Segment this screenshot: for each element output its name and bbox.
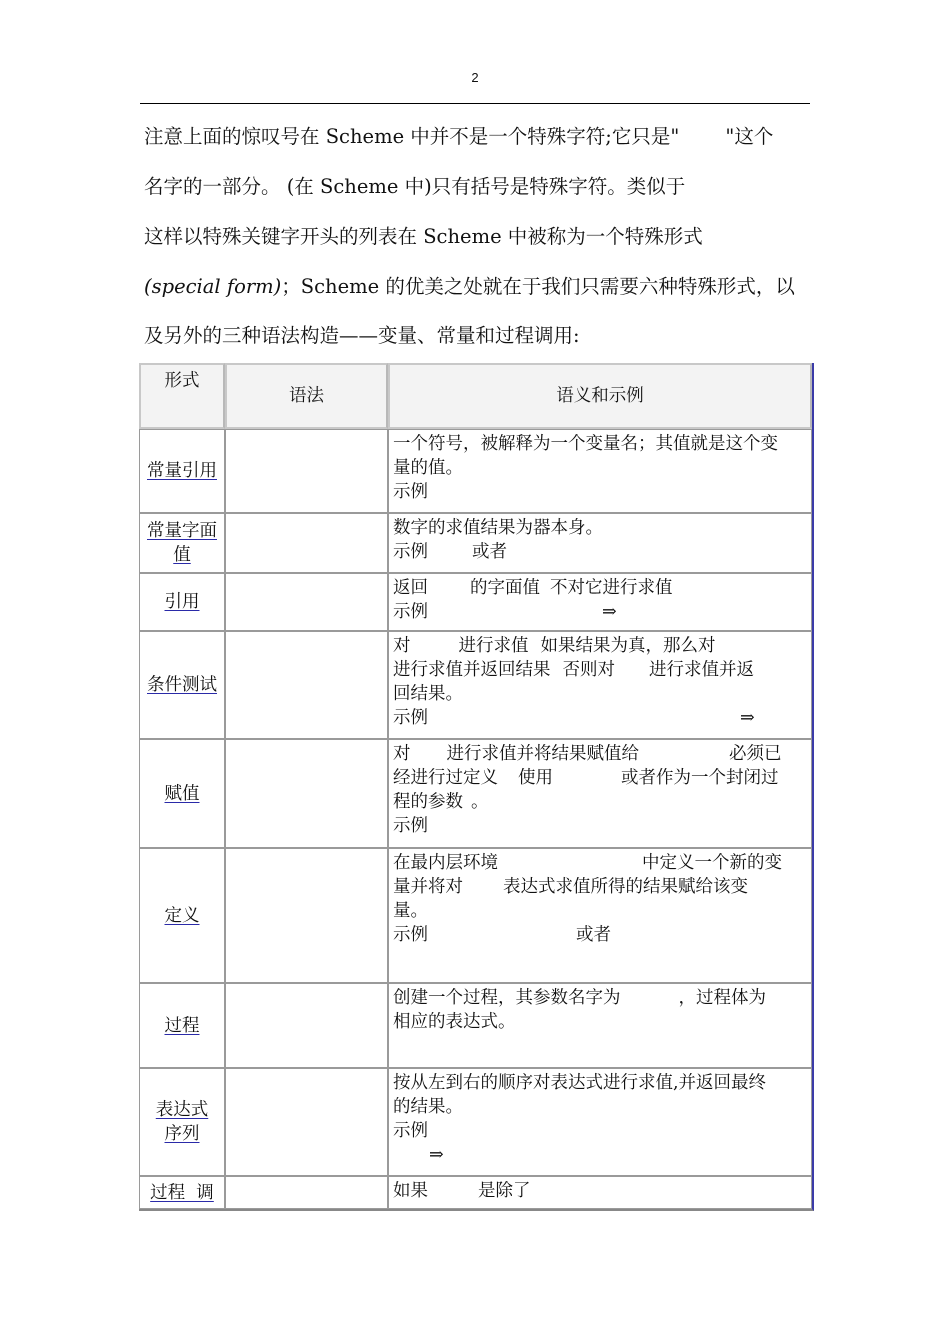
desc-text: 否则对 xyxy=(562,660,615,680)
desc-text: 进行求值并返 xyxy=(649,660,754,680)
desc-text: 的字面值 xyxy=(470,578,540,598)
form-link-conditional[interactable]: 条件测试 xyxy=(147,675,217,695)
intro-line-4 xyxy=(144,274,814,299)
table-row xyxy=(139,983,812,1068)
intro-line-1-a: 注意上面的惊叹号在 Scheme 中并不是一个特殊字符;它只是" xyxy=(144,125,680,148)
intro-line-1-b: "这个 xyxy=(725,125,774,148)
form-cell xyxy=(139,848,225,983)
desc-line xyxy=(393,1143,811,1167)
table-row xyxy=(139,631,812,739)
semantics-cell xyxy=(388,739,812,848)
desc-text: 创建一个过程，其参数名字为 xyxy=(393,988,621,1008)
desc-line xyxy=(393,634,811,658)
desc-line: 示例 xyxy=(393,482,428,502)
form-cell xyxy=(139,573,225,631)
intro-line-1 xyxy=(144,124,814,149)
table-row xyxy=(139,739,812,848)
desc-line xyxy=(393,600,811,624)
form-link-definition[interactable]: 定义 xyxy=(164,905,200,926)
desc-line xyxy=(393,540,811,564)
form-cell xyxy=(139,983,225,1068)
form-link-constant-literal-2[interactable]: 值 xyxy=(173,545,191,565)
syntax-cell xyxy=(225,1176,388,1209)
desc-line xyxy=(393,923,811,947)
form-link-assignment[interactable]: 赋值 xyxy=(164,783,200,804)
desc-line xyxy=(393,706,811,730)
desc-text: 在最内层环境 xyxy=(393,853,498,873)
syntax-cell xyxy=(225,429,388,513)
form-cell xyxy=(139,1176,225,1209)
desc-text: 示例 xyxy=(393,542,428,562)
desc-text: 示例 xyxy=(393,925,428,945)
syntax-cell xyxy=(225,631,388,739)
special-forms-table xyxy=(139,363,814,1211)
form-cell xyxy=(139,631,225,739)
desc-text: 。 xyxy=(471,792,489,812)
desc-text: 示例 xyxy=(393,708,428,728)
desc-line: 示例 xyxy=(393,816,428,836)
table-header-row xyxy=(139,363,812,429)
special-form-term: (special form) xyxy=(144,275,282,298)
header-semantics: 语义和示例 xyxy=(388,363,812,429)
intro-line-5: 及另外的三种语法构造——变量、常量和过程调用: xyxy=(144,324,580,347)
desc-text: 或者作为一个封闭过 xyxy=(621,768,779,788)
desc-text: 表达式求值所得的结果赋给该变 xyxy=(503,877,748,897)
syntax-cell xyxy=(225,848,388,983)
syntax-cell xyxy=(225,513,388,573)
semantics-cell xyxy=(388,513,812,573)
form-link-procedure-call[interactable]: 过程 调 xyxy=(150,1182,214,1203)
syntax-cell xyxy=(225,739,388,848)
desc-text: 量并将对 xyxy=(393,877,463,897)
desc-text: 程的参数 xyxy=(393,792,463,812)
desc-text: 使用 xyxy=(518,768,553,788)
desc-line xyxy=(393,875,811,899)
intro-line-2: 名字的一部分。 (在 Scheme 中)只有括号是特殊字符。类似于 xyxy=(144,175,686,198)
desc-line: 相应的表达式。 xyxy=(393,1012,516,1032)
table-row xyxy=(139,429,812,513)
desc-line: 按从左到右的顺序对表达式进行求值,并返回最终 xyxy=(393,1073,767,1093)
implies-symbol: ⇒ xyxy=(429,1145,444,1165)
desc-text: 如果 xyxy=(393,1181,428,1201)
semantics-cell xyxy=(388,848,812,983)
desc-text: 进行求值并将结果赋值给 xyxy=(446,744,639,764)
desc-line: 示例 xyxy=(393,1121,428,1141)
desc-line xyxy=(393,1179,811,1203)
desc-line xyxy=(393,986,811,1010)
semantics-cell xyxy=(388,573,812,631)
implies-symbol: ⇒ xyxy=(602,602,617,622)
desc-text: 或者 xyxy=(472,542,507,562)
semantics-cell xyxy=(388,983,812,1068)
desc-text: ，过程体为 xyxy=(678,988,766,1008)
desc-line xyxy=(393,742,811,766)
intro-line-3: 这样以特殊关键字开头的列表在 Scheme 中被称为一个特殊形式 xyxy=(144,225,703,248)
semantics-cell xyxy=(388,1068,812,1176)
desc-line xyxy=(393,576,811,600)
desc-line: 一个符号，被解释为一个变量名；其值就是这个变 xyxy=(393,434,778,454)
intro-line-4-rest: ；Scheme 的优美之处就在于我们只需要六种特殊形式，以 xyxy=(281,275,795,298)
desc-line: 量的值。 xyxy=(393,458,463,478)
form-link-sequence-2[interactable]: 序列 xyxy=(164,1124,200,1144)
desc-line xyxy=(393,658,811,682)
desc-text: 中定义一个新的变 xyxy=(642,853,782,873)
desc-line: 数字的求值结果为器本身。 xyxy=(393,518,603,538)
syntax-cell xyxy=(225,983,388,1068)
syntax-cell xyxy=(225,573,388,631)
desc-line xyxy=(393,766,811,790)
table-row xyxy=(139,513,812,573)
desc-line: 的结果。 xyxy=(393,1097,463,1117)
page-number: 2 xyxy=(471,70,479,85)
semantics-cell xyxy=(388,429,812,513)
desc-text: 是除了 xyxy=(478,1181,531,1201)
desc-text: 进行求值并返回结果 xyxy=(393,660,551,680)
desc-line: 回结果。 xyxy=(393,684,463,704)
form-link-constant-literal[interactable]: 常量字面 xyxy=(147,521,217,541)
desc-text: 进行求值 xyxy=(458,636,529,656)
header-form: 形式 xyxy=(139,363,225,429)
desc-text: 对 xyxy=(393,744,411,764)
desc-line xyxy=(393,851,811,875)
desc-text: 示例 xyxy=(393,602,428,622)
semantics-cell xyxy=(388,631,812,739)
desc-line xyxy=(393,790,811,814)
table-row xyxy=(139,848,812,983)
form-link-quote[interactable]: 引用 xyxy=(164,592,200,612)
desc-text: 如果结果为真，那么对 xyxy=(540,636,716,656)
desc-text: 返回 xyxy=(393,578,428,598)
form-cell xyxy=(139,513,225,573)
desc-text: 对 xyxy=(393,636,411,656)
form-cell xyxy=(139,429,225,513)
table-row xyxy=(139,1068,812,1176)
header-rule xyxy=(140,103,810,104)
implies-symbol: ⇒ xyxy=(740,708,755,728)
table-row xyxy=(139,573,812,631)
header-syntax: 语法 xyxy=(225,363,388,429)
desc-text: 必须已 xyxy=(729,744,782,764)
desc-text: 或者 xyxy=(576,925,611,945)
form-link-constant-reference[interactable]: 常量引用 xyxy=(147,461,217,481)
form-link-procedure[interactable]: 过程 xyxy=(164,1015,200,1036)
desc-text: 经进行过定义 xyxy=(393,768,498,788)
desc-text: 不对它进行求值 xyxy=(550,578,673,598)
table-row xyxy=(139,1176,812,1209)
desc-line: 量。 xyxy=(393,901,428,921)
semantics-cell xyxy=(388,1176,812,1209)
form-cell xyxy=(139,739,225,848)
syntax-cell xyxy=(225,1068,388,1176)
form-link-sequence[interactable]: 表达式 xyxy=(155,1100,209,1120)
form-cell xyxy=(139,1068,225,1176)
